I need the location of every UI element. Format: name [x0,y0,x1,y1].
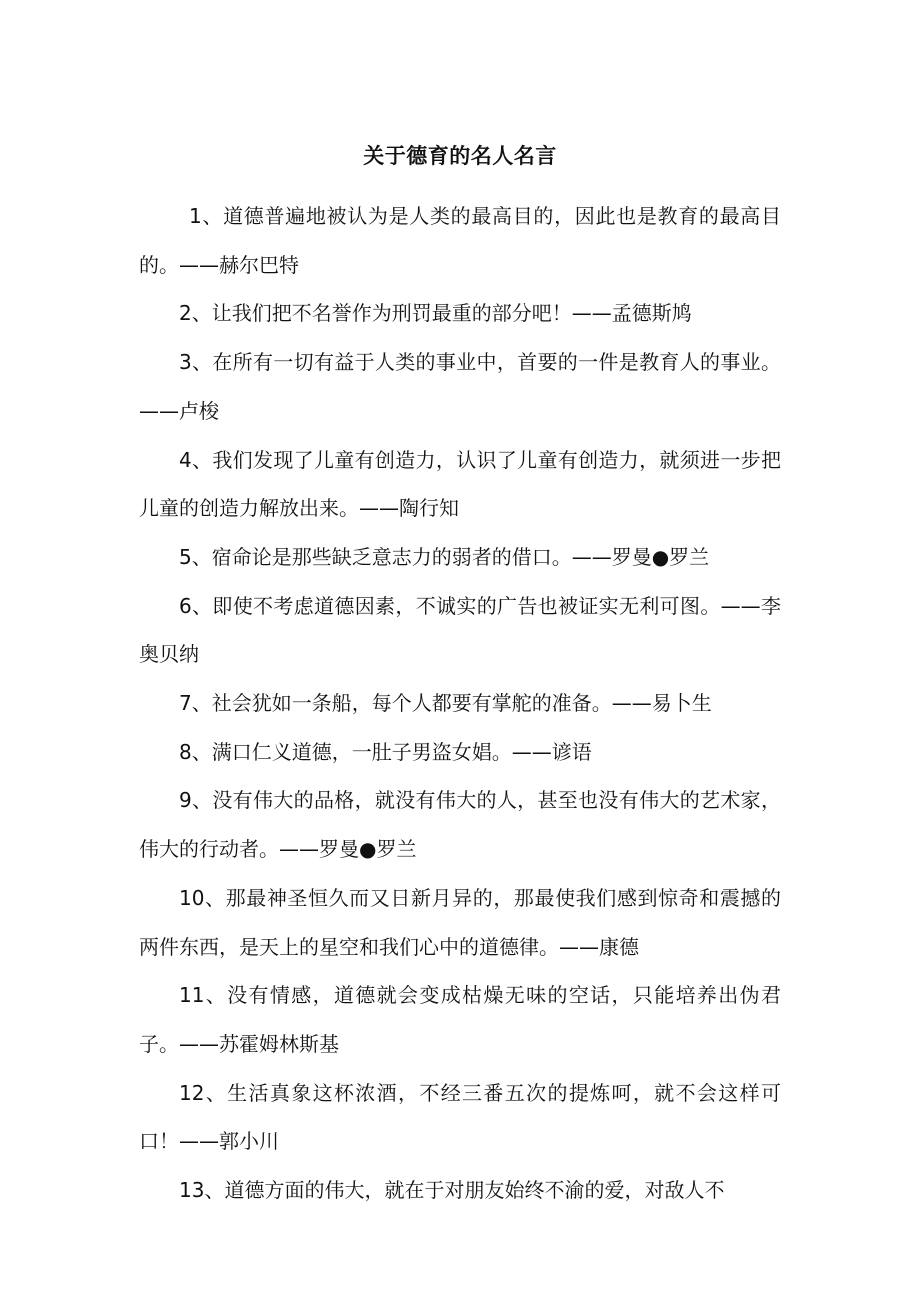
quote-item: 8、满口仁义道德，一肚子男盗女娼。——谚语 [179,739,592,764]
quote-item: 7、社会犹如一条船，每个人都要有掌舵的准备。——易卜生 [179,691,712,716]
quote-item: 9、没有伟大的品格，就没有伟大的人，甚至也没有伟大的艺术家，伟大的行动者。——罗曼●罗兰 [139,788,781,862]
document-title: 关于德育的名人名言 [363,144,557,168]
quote-item: 2、让我们把不名誉作为刑罚最重的部分吧！——孟德斯鸠 [179,301,692,326]
quote-item: 13、道德方面的伟大，就在于对朋友始终不渝的爱，对敌人不 [179,1178,725,1203]
quote-item: 1、道德普遍地被认为是人类的最高目的，因此也是教育的最高目的。——赫尔巴特 [139,204,781,277]
quote-item: 12、生活真象这杯浓酒，不经三番五次的提炼呵，就不会这样可口！——郭小川 [139,1080,781,1154]
quote-item: 4、我们发现了儿童有创造力，认识了儿童有创造力，就须进一步把儿童的创造力解放出来。——陶行知 [139,447,781,521]
quote-item: 10、那最神圣恒久而又日新月异的，那最使我们感到惊奇和震撼的两件东西，是天上的星空和我们心中的道德律。——康德 [139,885,781,959]
quote-item: 6、即使不考虑道德因素，不诚实的广告也被证实无利可图。——李奥贝纳 [139,593,781,667]
quote-item: 11、没有情感，道德就会变成枯燥无味的空话，只能培养出伪君子。——苏霍姆林斯基 [139,983,781,1056]
quote-item: 3、在所有一切有益于人类的事业中，首要的一件是教育人的事业。——卢梭 [139,350,781,423]
quote-list [139,192,781,1215]
quote-item: 5、宿命论是那些缺乏意志力的弱者的借口。——罗曼●罗兰 [179,544,710,569]
